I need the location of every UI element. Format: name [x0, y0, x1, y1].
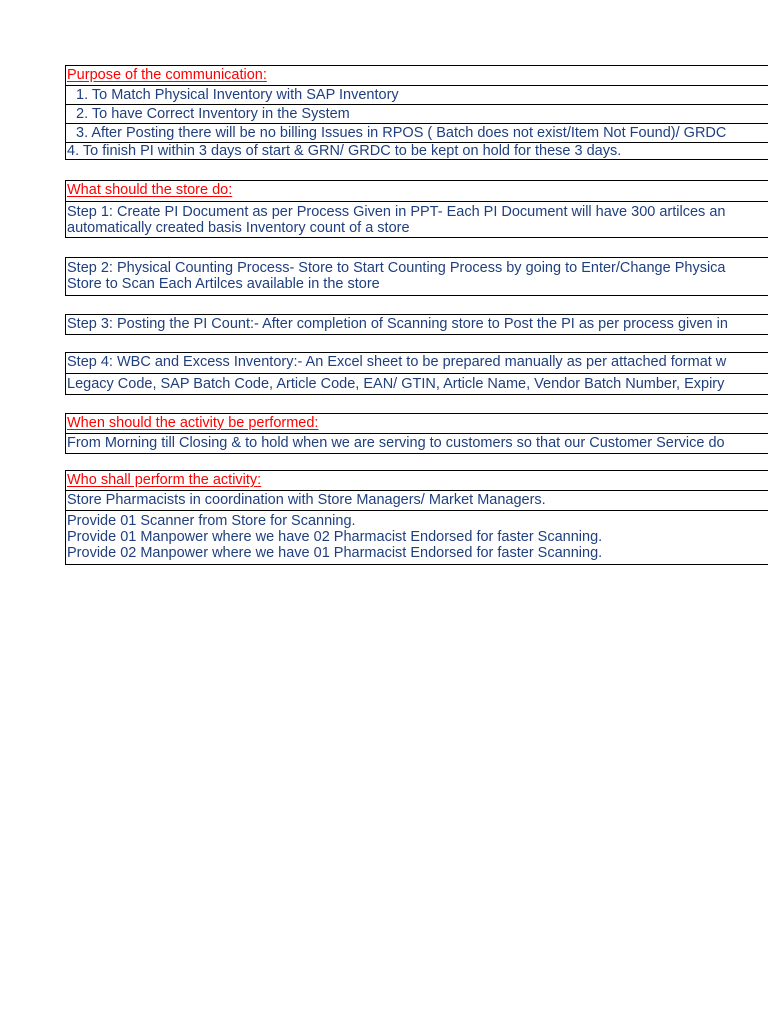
- store-actions-section: [65, 180, 768, 238]
- performers-text: Store Pharmacists in coordination with Store Managers/ Market Managers.: [66, 490, 768, 510]
- provisions-list: [66, 510, 768, 564]
- step-2-section: [65, 257, 768, 296]
- step-3-section: [65, 314, 768, 335]
- performers-heading: Who shall perform the activity:: [67, 472, 262, 488]
- step-1-text: [66, 201, 768, 237]
- timing-text: From Morning till Closing & to hold when we are serving to customers so that our Customer Service do: [66, 433, 768, 453]
- provision-item-1: Provide 01 Scanner from Store for Scanning.: [67, 513, 356, 529]
- performers-section: [65, 470, 768, 565]
- timing-section: [65, 413, 768, 454]
- step-1-line-2: automatically created basis Inventory count of a store: [67, 220, 410, 236]
- purpose-heading: Purpose of the communication:: [67, 67, 267, 83]
- purpose-item-4: 4. To finish PI within 3 days of start & GRN/ GRDC to be kept on hold for these 3 days.: [66, 142, 768, 159]
- timing-heading: When should the activity be performed:: [67, 415, 319, 431]
- step-4-line-1: Step 4: WBC and Excess Inventory:- An Excel sheet to be prepared manually as per attached format w: [67, 354, 727, 370]
- step-3-text: Step 3: Posting the PI Count:- After completion of Scanning store to Post the PI as per process given in: [67, 316, 728, 332]
- provision-item-3: Provide 02 Manpower where we have 01 Pharmacist Endorsed for faster Scanning.: [67, 545, 603, 561]
- step-4-section: [65, 352, 768, 395]
- store-actions-heading: What should the store do:: [67, 182, 233, 198]
- purpose-item-1: 1. To Match Physical Inventory with SAP Inventory: [66, 85, 768, 104]
- purpose-section: [65, 65, 768, 160]
- step-2-text: [66, 258, 768, 295]
- step-2-line-2: Store to Scan Each Artilces available in the store: [67, 276, 380, 292]
- step-2-line-1: Step 2: Physical Counting Process- Store to Start Counting Process by going to Enter/Change Physica: [67, 260, 726, 276]
- purpose-item-2: 2. To have Correct Inventory in the System: [66, 104, 768, 123]
- step-1-line-1: Step 1: Create PI Document as per Process Given in PPT- Each PI Document will have 300 artilces an: [67, 204, 726, 220]
- purpose-item-3: 3. After Posting there will be no billing Issues in RPOS ( Batch does not exist/Item Not Found)/ GRDC: [66, 123, 768, 142]
- provision-item-2: Provide 01 Manpower where we have 02 Pharmacist Endorsed for faster Scanning.: [67, 529, 603, 545]
- step-4-line-2: Legacy Code, SAP Batch Code, Article Code, EAN/ GTIN, Article Name, Vendor Batch Number, Expiry: [66, 373, 768, 394]
